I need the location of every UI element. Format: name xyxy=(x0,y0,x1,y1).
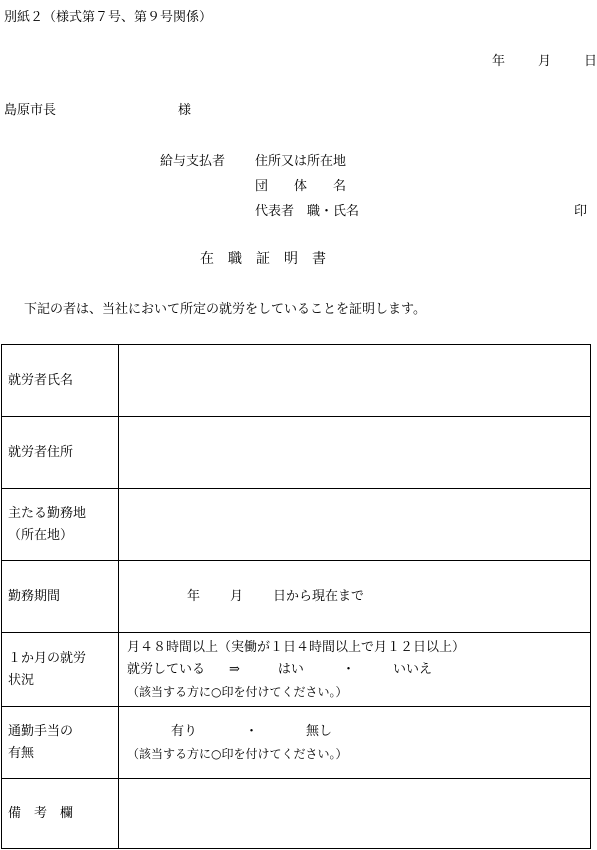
remarks-label: 備 考 欄 xyxy=(2,779,119,849)
intro-statement: 下記の者は、当社において所定の就労をしていることを証明します。 xyxy=(24,302,426,317)
worker-name-label: 就労者氏名 xyxy=(2,345,119,417)
commute-choice-line xyxy=(127,721,590,743)
remarks-field[interactable] xyxy=(119,779,591,849)
table-row xyxy=(2,707,591,779)
payer-label: 給与支払者 xyxy=(160,154,226,169)
date-month-label: 月 xyxy=(538,54,552,69)
worker-address-label: 就労者住所 xyxy=(2,417,119,489)
table-row xyxy=(2,489,591,561)
period-field[interactable] xyxy=(119,561,591,633)
document-title: 在 職 証 明 書 xyxy=(200,251,326,267)
work-status-field xyxy=(119,633,591,707)
status-yes-option[interactable]: はい xyxy=(277,661,304,677)
worker-address-field[interactable] xyxy=(119,417,591,489)
separator-dot: ・ xyxy=(245,723,259,739)
period-month-label: 月 xyxy=(230,588,244,604)
commute-instruction-note: （該当する方に○印を付けてください。） xyxy=(127,746,348,761)
payer-address-label: 住所又は所在地 xyxy=(255,154,347,169)
period-day-suffix: 日から現在まで xyxy=(273,588,365,604)
payer-representative-label: 代表者 職・氏名 xyxy=(255,204,360,219)
work-status-label-line2: 状況 xyxy=(8,672,35,688)
commute-yes-option[interactable]: 有り xyxy=(171,723,198,739)
worker-name-field[interactable] xyxy=(119,345,591,417)
commute-no-option[interactable]: 無し xyxy=(306,723,333,739)
commute-label-line2: 有無 xyxy=(8,745,35,761)
payer-group-label: 団 体 名 xyxy=(255,179,347,194)
date-year-label: 年 xyxy=(492,54,506,69)
period-label: 勤務期間 xyxy=(2,561,119,633)
separator-dot: ・ xyxy=(341,661,355,677)
status-no-option[interactable]: いいえ xyxy=(392,661,432,677)
work-status-choice-line xyxy=(127,659,590,681)
commute-label-line1: 通勤手当の xyxy=(8,723,74,739)
commute-allowance-label xyxy=(2,707,119,779)
table-row xyxy=(2,633,591,707)
table-row xyxy=(2,345,591,417)
work-status-label-line1: １か月の就労 xyxy=(8,650,87,666)
period-year-label: 年 xyxy=(187,588,201,604)
addressee: 島原市長 xyxy=(4,103,57,118)
workplace-label-line1: 主たる勤務地 xyxy=(8,505,87,521)
working-label: 就労している xyxy=(127,661,206,677)
date-day-label: 日 xyxy=(584,54,597,69)
form-reference: 別紙２（様式第７号、第９号関係） xyxy=(4,10,213,25)
commute-allowance-field xyxy=(119,707,591,779)
workplace-label-line2: （所在地） xyxy=(8,527,74,543)
certificate-table xyxy=(1,344,591,849)
workplace-label xyxy=(2,489,119,561)
work-status-label xyxy=(2,633,119,707)
status-instruction-note: （該当する方に○印を付けてください。） xyxy=(127,684,348,699)
work-status-criteria: 月４８時間以上（実働が１日４時間以上で月１２日以上） xyxy=(127,639,466,655)
seal-mark: 印 xyxy=(574,204,588,219)
table-row xyxy=(2,561,591,633)
table-row xyxy=(2,779,591,849)
workplace-field[interactable] xyxy=(119,489,591,561)
arrow-icon: ⇒ xyxy=(229,661,240,677)
addressee-suffix: 様 xyxy=(178,103,192,118)
table-row xyxy=(2,417,591,489)
